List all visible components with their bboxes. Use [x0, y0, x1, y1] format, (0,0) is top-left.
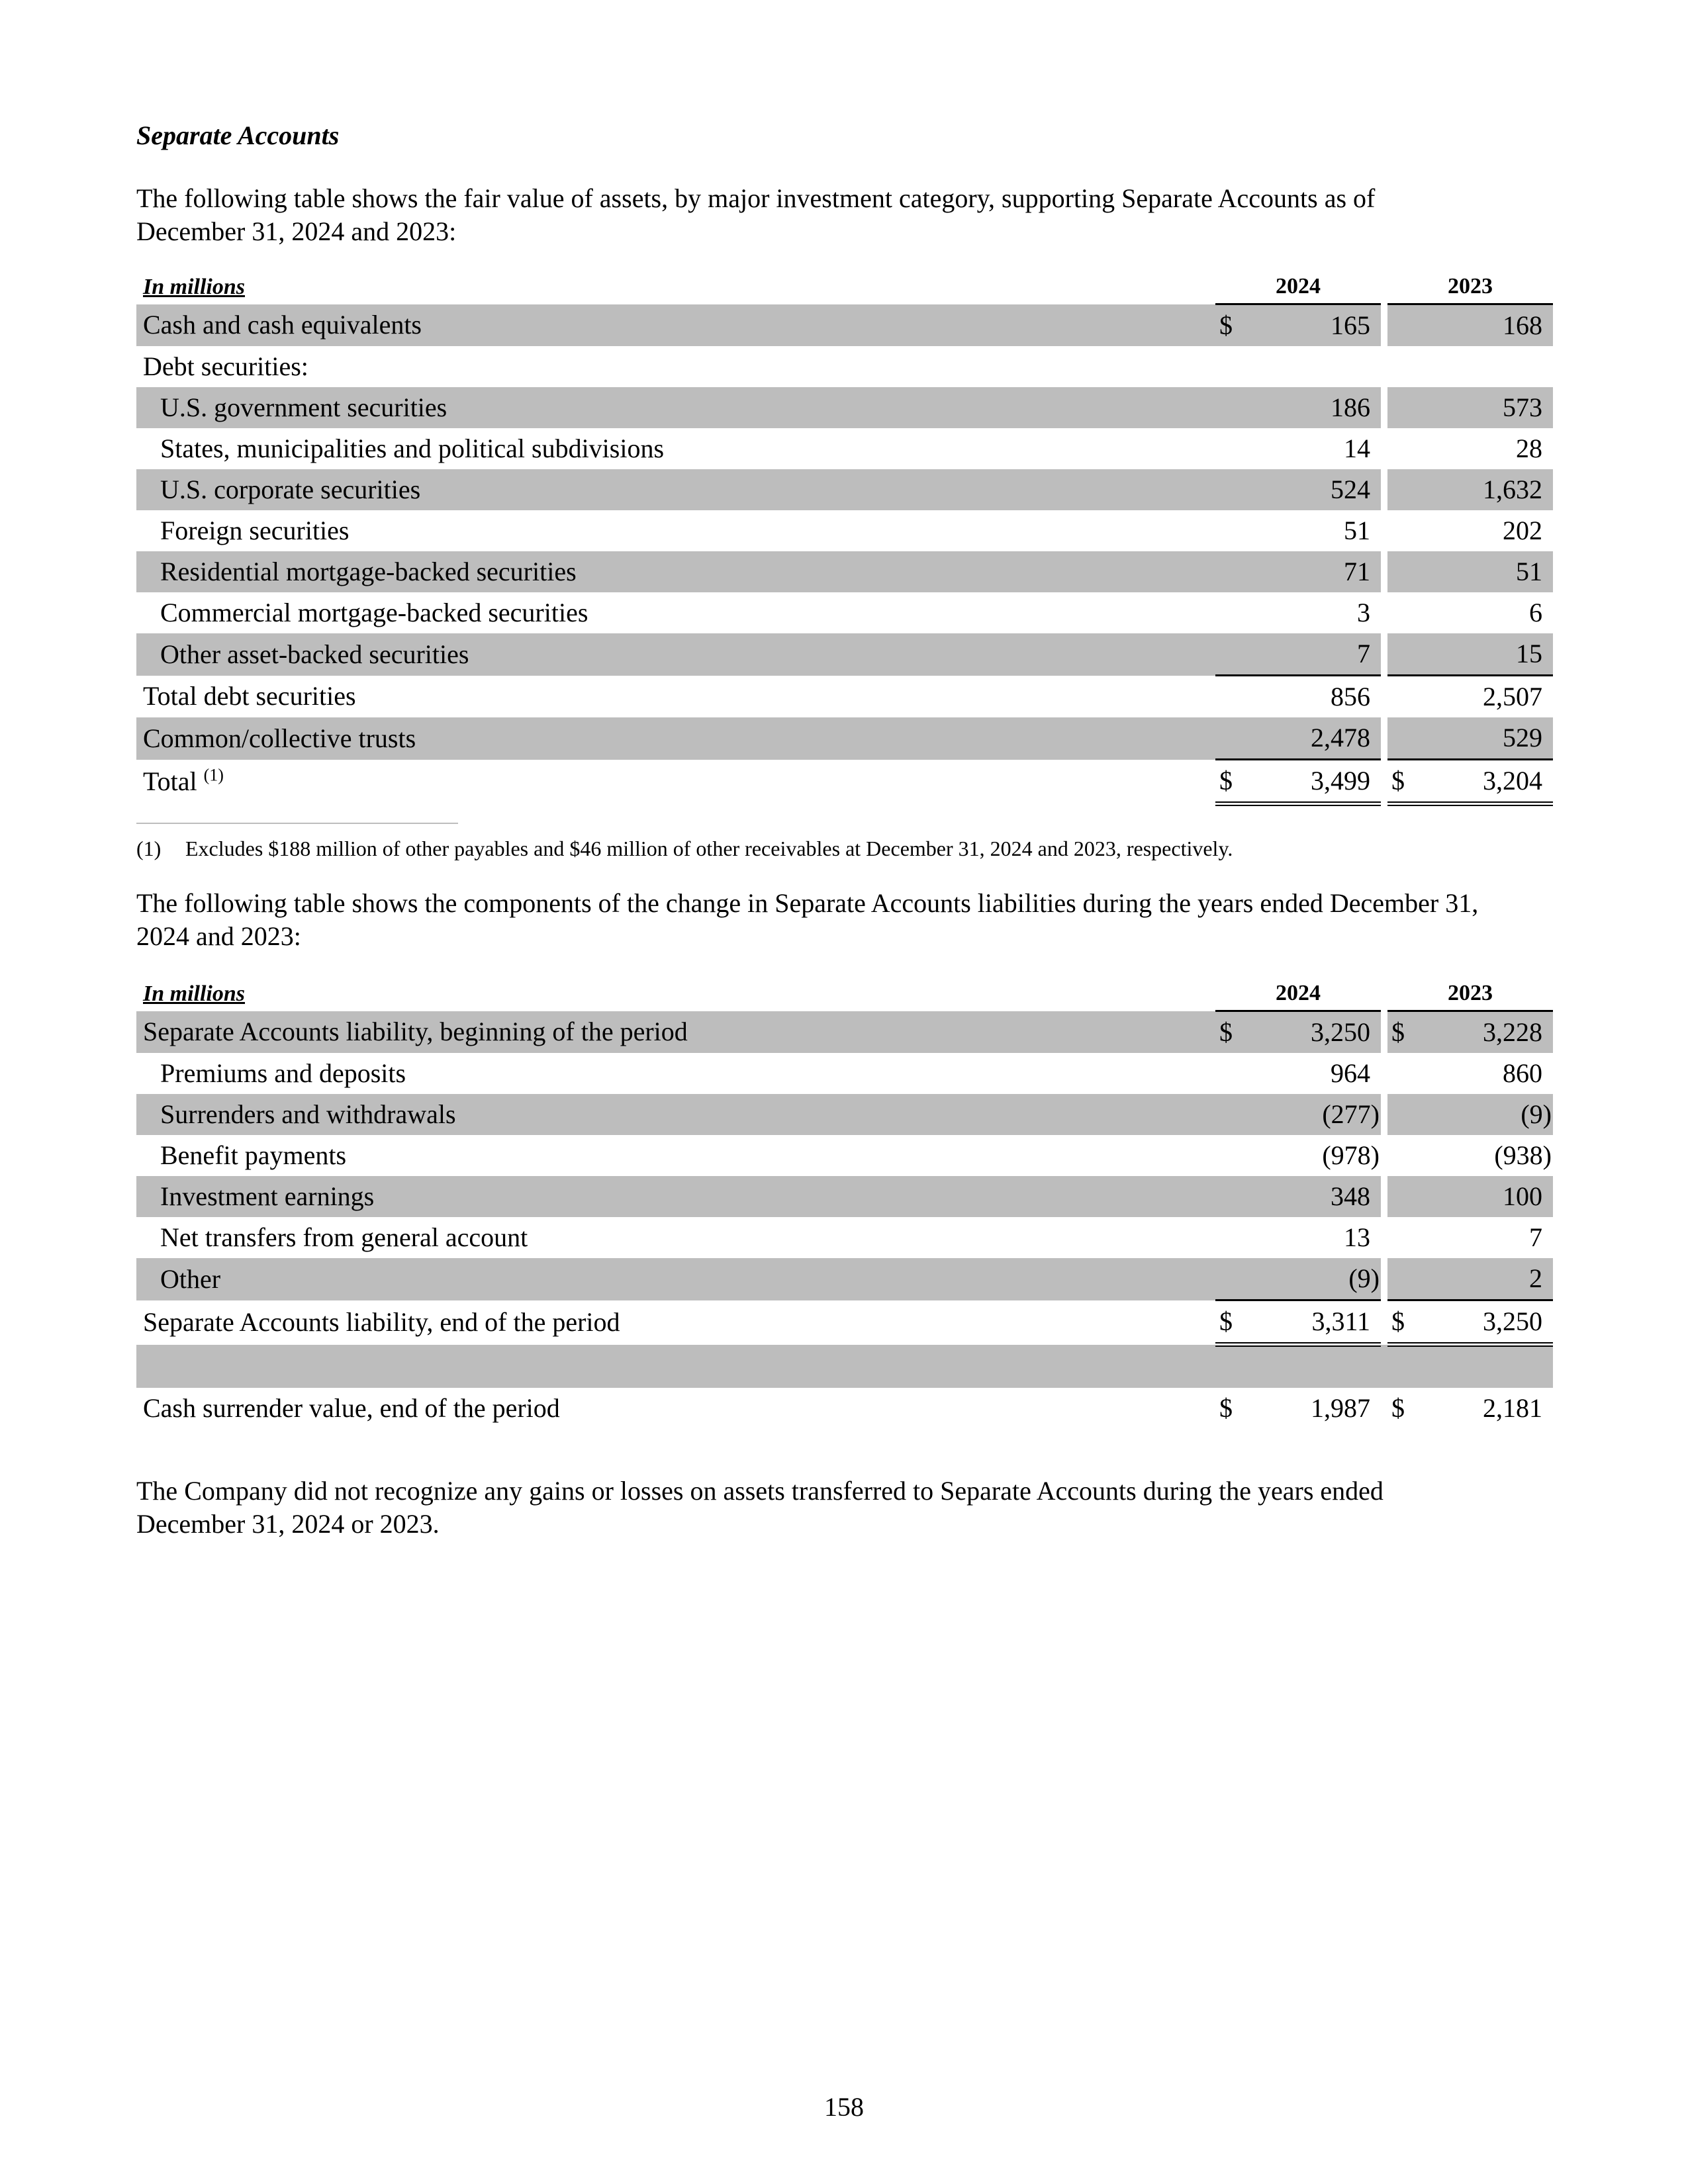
table-row	[136, 592, 1553, 633]
table-row	[136, 1217, 1553, 1258]
value-2024: 348	[1242, 1176, 1381, 1217]
row-label: Cash and cash equivalents	[136, 304, 1215, 347]
value-2024: 3	[1357, 598, 1370, 627]
value-2023: 51	[1414, 551, 1553, 592]
total-label: Total	[143, 766, 197, 796]
value-2024: 524	[1242, 469, 1381, 510]
intro-line-1: The following table shows the components of the change in Separate Accounts liabilities during the years ended December 31,	[136, 888, 1479, 918]
row-label: Commercial mortgage-backed securities	[160, 598, 588, 627]
year-header-2023: 2023	[1387, 977, 1553, 1011]
value-2023: 100	[1414, 1176, 1553, 1217]
footnote-divider	[136, 823, 458, 824]
value-2023: 860	[1503, 1058, 1542, 1088]
value-2023: 6	[1529, 598, 1542, 627]
dollar-sign: $	[1215, 760, 1242, 804]
row-label: Investment earnings	[136, 1176, 1215, 1217]
value-2023: 3,228	[1414, 1011, 1553, 1054]
row-label: Other	[136, 1258, 1215, 1300]
value-2024: 3,499	[1242, 760, 1381, 804]
table-row-spacer	[136, 1345, 1553, 1388]
value-2024: 14	[1344, 433, 1370, 463]
footnote-mark: (1)	[136, 837, 162, 860]
value-2024: 3,311	[1242, 1300, 1381, 1345]
row-label: Other asset-backed securities	[136, 633, 1215, 676]
table-row	[136, 1176, 1553, 1217]
row-label: Net transfers from general account	[160, 1222, 528, 1252]
row-label: Premiums and deposits	[160, 1058, 406, 1088]
dollar-sign: $	[1219, 1393, 1233, 1423]
value-2023: (9)	[1414, 1094, 1553, 1135]
footnote	[136, 835, 1233, 862]
table-row	[136, 717, 1553, 760]
intro-line-1: The following table shows the fair value of assets, by major investment category, supporting Separate Accounts as of	[136, 183, 1376, 213]
closing-line-1: The Company did not recognize any gains or losses on assets transferred to Separate Accounts during the years ended	[136, 1476, 1383, 1506]
value-2023: 573	[1414, 387, 1553, 428]
separate-accounts-liability-table	[136, 977, 1553, 1429]
value-2024: (9)	[1242, 1258, 1381, 1300]
row-label: Separate Accounts liability, beginning of the period	[136, 1011, 1215, 1054]
row-label: Debt securities:	[143, 351, 308, 381]
in-millions-header: In millions	[143, 274, 246, 299]
value-2023: (938)	[1494, 1140, 1552, 1170]
value-2024: 3,250	[1242, 1011, 1381, 1054]
value-2023: 3,250	[1414, 1300, 1553, 1345]
intro-paragraph-liabilities	[136, 887, 1553, 953]
row-label: Total debt securities	[143, 681, 356, 711]
table-row	[136, 1094, 1553, 1135]
value-2024: 13	[1344, 1222, 1370, 1252]
dollar-sign: $	[1215, 1011, 1242, 1054]
value-2024: 165	[1242, 304, 1381, 347]
value-2023: 3,204	[1414, 760, 1553, 804]
table-row	[136, 633, 1553, 676]
table-row-total	[136, 760, 1553, 804]
separate-accounts-assets-table	[136, 270, 1553, 806]
table-header-row	[136, 270, 1553, 304]
intro-paragraph-assets	[136, 182, 1553, 248]
dollar-sign: $	[1215, 1300, 1242, 1345]
year-header-2024: 2024	[1215, 270, 1381, 304]
table-row	[136, 1053, 1553, 1094]
value-2024: (277)	[1242, 1094, 1381, 1135]
value-2024: 51	[1344, 516, 1370, 545]
table-row	[136, 510, 1553, 551]
row-label: Common/collective trusts	[136, 717, 1215, 760]
dollar-sign: $	[1391, 1393, 1405, 1423]
value-2024: 964	[1331, 1058, 1370, 1088]
table-row	[136, 1388, 1553, 1429]
table-row	[136, 469, 1553, 510]
value-2023: 2	[1414, 1258, 1553, 1300]
value-2023: 168	[1414, 304, 1553, 347]
page-number: 158	[824, 2092, 864, 2122]
intro-line-2: December 31, 2024 and 2023:	[136, 216, 457, 246]
closing-line-2: December 31, 2024 or 2023.	[136, 1509, 440, 1539]
in-millions-header: In millions	[143, 981, 246, 1006]
table-row	[136, 1258, 1553, 1300]
row-label: U.S. government securities	[136, 387, 1215, 428]
dollar-sign: $	[1387, 1011, 1414, 1054]
row-label: Residential mortgage-backed securities	[136, 551, 1215, 592]
value-2024: 186	[1242, 387, 1381, 428]
table-row	[136, 346, 1553, 387]
table-row	[136, 551, 1553, 592]
table-row	[136, 428, 1553, 469]
table-row	[136, 1135, 1553, 1176]
value-2023: 28	[1516, 433, 1542, 463]
footnote-text: Excludes $188 million of other payables and $46 million of other receivables at December 31, 2024 and 2023, respectively.	[185, 837, 1233, 860]
dollar-sign	[1387, 304, 1414, 347]
row-label: Surrenders and withdrawals	[136, 1094, 1215, 1135]
closing-paragraph	[136, 1475, 1553, 1541]
footnote-reference: (1)	[203, 765, 224, 785]
dollar-sign: $	[1215, 304, 1242, 347]
value-2024: (978)	[1322, 1140, 1380, 1170]
value-2023: 2,181	[1483, 1393, 1542, 1423]
table-row-total	[136, 1300, 1553, 1345]
value-2023: 529	[1414, 717, 1553, 760]
year-header-2023: 2023	[1387, 270, 1553, 304]
value-2024: 1,987	[1311, 1393, 1370, 1423]
value-2024: 856	[1331, 682, 1370, 711]
table-header-row	[136, 977, 1553, 1011]
value-2024: 2,478	[1242, 717, 1381, 760]
dollar-sign: $	[1387, 1300, 1414, 1345]
section-heading: Separate Accounts	[136, 120, 340, 150]
value-2023: 1,632	[1414, 469, 1553, 510]
value-2023: 202	[1503, 516, 1542, 545]
intro-line-2: 2024 and 2023:	[136, 921, 301, 951]
table-row	[136, 387, 1553, 428]
year-header-2024: 2024	[1215, 977, 1381, 1011]
row-label: Foreign securities	[160, 516, 350, 545]
value-2023: 2,507	[1483, 682, 1542, 711]
value-2024: 7	[1242, 633, 1381, 676]
table-row	[136, 1011, 1553, 1054]
value-2024: 71	[1242, 551, 1381, 592]
value-2023: 7	[1529, 1222, 1542, 1252]
table-row	[136, 676, 1553, 718]
row-label: U.S. corporate securities	[136, 469, 1215, 510]
row-label: Separate Accounts liability, end of the period	[143, 1307, 620, 1337]
row-label	[136, 760, 1215, 804]
row-label: Benefit payments	[160, 1140, 347, 1170]
dollar-sign: $	[1387, 760, 1414, 804]
table-row	[136, 304, 1553, 347]
row-label: Cash surrender value, end of the period	[143, 1393, 560, 1423]
row-label: States, municipalities and political subdivisions	[160, 433, 665, 463]
value-2023: 15	[1414, 633, 1553, 676]
